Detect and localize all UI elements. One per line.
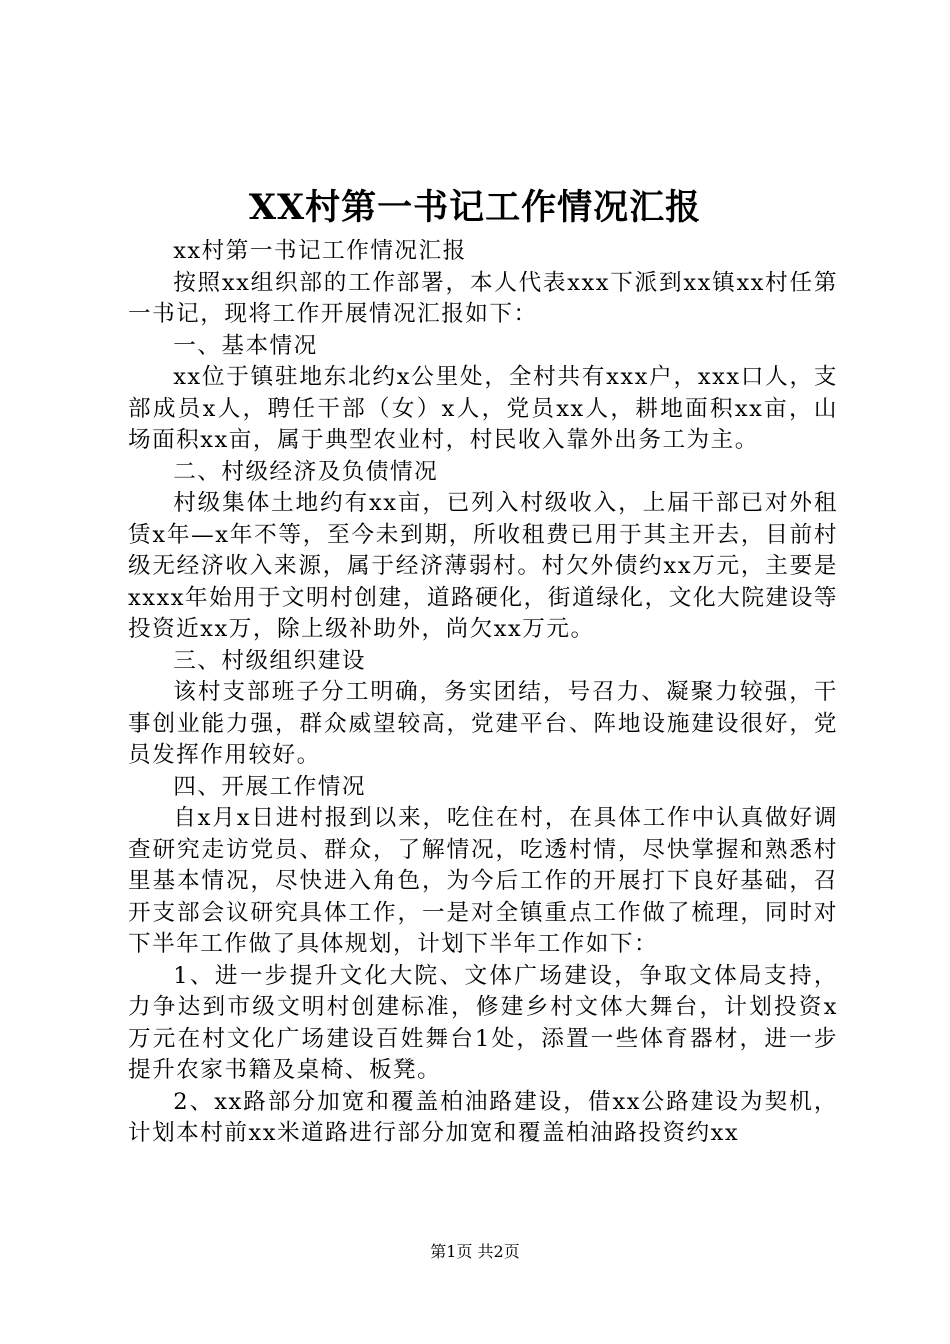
paragraph-basic: xx位于镇驻地东北约x公里处，全村共有xxx户，xxx口人，支部成员x人，聘任干部（女）x人，党员xx人，耕地面积xx亩，山场面积xx亩，属于典型农业村，村民收入靠外出务工为主。 xyxy=(128,364,838,453)
section-heading-basic: 一、基本情况 xyxy=(173,332,318,359)
paragraph-organization: 该村支部班子分工明确，务实团结，号召力、凝聚力较强，干事创业能力强，群众威望较高，党建平台、阵地设施建设很好，党员发挥作用较好。 xyxy=(128,679,838,768)
paragraph-intro: 按照xx组织部的工作部署，本人代表xxx下派到xx镇xx村任第一书记，现将工作开展情况汇报如下： xyxy=(128,269,838,327)
paragraph-economy: 村级集体土地约有xx亩，已列入村级收入，上届干部已对外租赁x年—x年不等，至今未到期，所收租费已用于其主开去，目前村级无经济收入来源，属于经济薄弱村。村欠外债约xx万元，主要是xxxx年始用于文明村创建，道路硬化，街道绿化，文化大院建设等投资近xx万，除上级补助外，尚欠xx万元。 xyxy=(128,490,838,642)
section-heading-organization: 三、村级组织建设 xyxy=(173,647,366,674)
page-footer: 第1页 共2页 xyxy=(430,1242,520,1261)
paragraph-plan-1: 1、进一步提升文化大院、文体广场建设，争取文体局支持，力争达到市级文明村创建标准，修建乡村文体大舞台，计划投资x万元在村文化广场建设百姓舞台1处，添置一些体育器材，进一步提升农家书籍及桌椅、板凳。 xyxy=(128,962,838,1083)
section-heading-economy: 二、村级经济及负债情况 xyxy=(173,458,439,485)
paragraph-plan-2: 2、xx路部分加宽和覆盖柏油路建设，借xx公路建设为契机，计划本村前xx米道路进行部分加宽和覆盖柏油路投资约xx xyxy=(128,1088,838,1146)
document-body xyxy=(128,236,838,1150)
document-title: XX村第一书记工作情况汇报 xyxy=(248,187,702,228)
section-heading-work: 四、开展工作情况 xyxy=(173,773,366,800)
paragraph-subtitle: xx村第一书记工作情况汇报 xyxy=(173,238,467,264)
paragraph-work: 自x月x日进村报到以来，吃住在村，在具体工作中认真做好调查研究走访党员、群众，了解情况，吃透村情，尽快掌握和熟悉村里基本情况，尽快进入角色，为今后工作的开展打下良好基础，召开支部会议研究具体工作，一是对全镇重点工作做了梳理，同时对下半年工作做了具体规划，计划下半年工作如下： xyxy=(128,805,838,957)
